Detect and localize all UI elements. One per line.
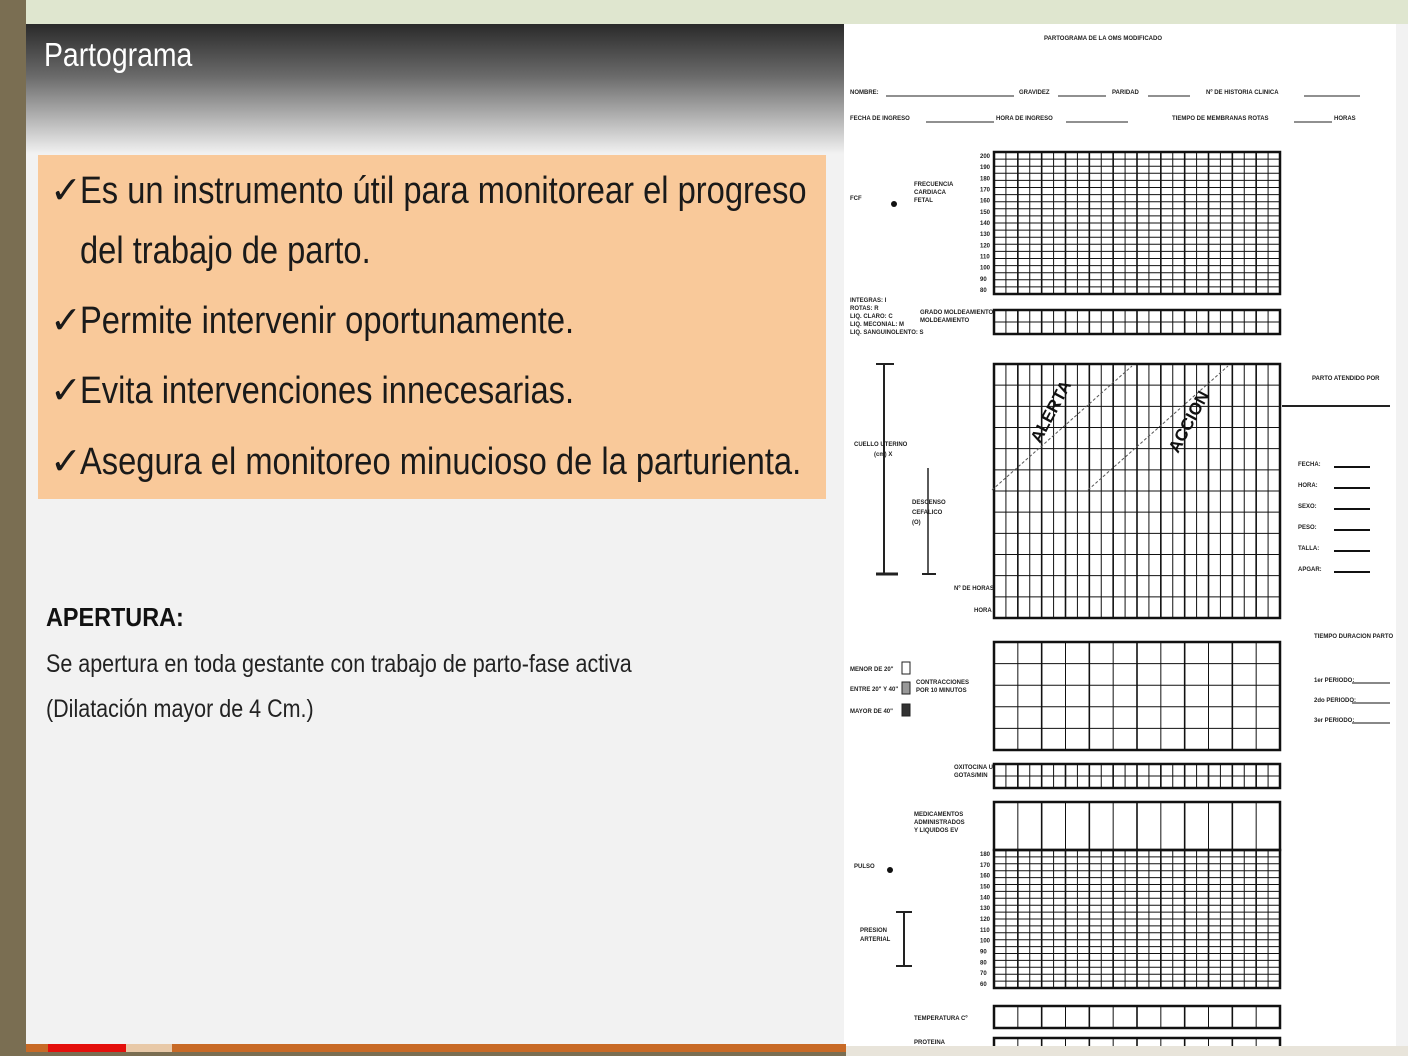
bottom-frame-strip (846, 1046, 1408, 1056)
parto-field-label: APGAR: (1298, 567, 1322, 573)
axis-tick-label: 170 (980, 187, 991, 194)
fcf-grid (994, 152, 1280, 294)
axis-tick-label: 140 (980, 895, 991, 902)
axis-tick-label: 130 (980, 906, 991, 913)
legend-swatch (902, 662, 910, 674)
contracciones-range: ENTRE 20" Y 40" (850, 687, 899, 693)
pulso-label: PULSO (854, 864, 875, 870)
membranas-label: LIQ. SANGUINOLENTO: S (850, 330, 924, 336)
apertura-heading: APERTURA: (46, 602, 184, 632)
descenso-label: DESCENSO (912, 500, 946, 506)
checkmark-icon: ✓ (50, 300, 82, 342)
cuello-label: (cm) X (874, 452, 893, 458)
axis-tick-label: 150 (980, 209, 991, 216)
bullet-text: Asegura el monitoreo minucioso de la parturienta. (80, 441, 802, 483)
axis-tick-label: 180 (980, 176, 991, 183)
periodo-label: 2do PERIODO: (1314, 698, 1357, 704)
fcf-dot-icon (891, 201, 897, 207)
accion-label: ACCION (1164, 387, 1214, 456)
descenso-label: (O) (912, 520, 921, 526)
axis-tick-label: 80 (980, 288, 987, 294)
bullet-text: del trabajo de parto. (80, 230, 371, 272)
axis-tick-label: 160 (980, 198, 991, 205)
axis-tick-label: 90 (980, 276, 987, 283)
presion-label: PRESION (860, 928, 888, 934)
checkmark-icon: ✓ (50, 441, 82, 483)
form-field-label: HORA DE INGRESO (996, 116, 1053, 122)
moldeamiento-label: GRADO MOLDEAMIENTO (920, 310, 994, 316)
fcf-desc: CARDIACA (914, 190, 946, 196)
form-field-label: TIEMPO DE MEMBRANAS ROTAS (1172, 116, 1269, 122)
hora-label: HORA (974, 608, 992, 614)
partograma-form (844, 24, 1396, 1046)
bullet-box (38, 155, 826, 499)
video-player[interactable] (26, 24, 1408, 1046)
legend-swatch (902, 704, 910, 716)
axis-tick-label: 70 (980, 971, 987, 978)
checkmark-icon: ✓ (50, 170, 82, 212)
membranas-label: LIQ. MECONIAL: M (850, 322, 904, 328)
parto-fields (1298, 462, 1370, 573)
axis-tick-label: 110 (980, 927, 990, 934)
contracciones-range: MENOR DE 20" (850, 667, 894, 673)
axis-tick-label: 170 (980, 862, 991, 869)
legend-swatch (902, 682, 910, 694)
oxitocina-label: OXITOCINA U (954, 765, 994, 771)
alerta-label: ALERTA (1026, 377, 1076, 446)
periodo-label: 3er PERIODO: (1314, 718, 1355, 724)
form-title: PARTOGRAMA DE LA OMS MODIFICADO (1044, 36, 1162, 42)
axis-tick-label: 90 (980, 949, 987, 956)
moldeamiento-label: MOLDEAMIENTO (920, 318, 970, 324)
fcf-desc: FETAL (914, 198, 933, 204)
axis-tick-label: 60 (980, 982, 987, 988)
parto-field-label: PESO: (1298, 525, 1317, 531)
top-frame-strip (26, 0, 1408, 24)
oxitocina-label: GOTAS/MIN (954, 773, 988, 779)
video-title[interactable]: Partograma (44, 36, 193, 73)
axis-tick-label: 120 (980, 917, 991, 923)
membranas-label: ROTAS: R (850, 306, 879, 312)
periodo-label: 1er PERIODO: (1314, 678, 1355, 684)
fcf-desc: FRECUENCIA (914, 182, 954, 188)
form-field-label: Nº DE HISTORIA CLINICA (1206, 90, 1279, 96)
partograma-svg (844, 24, 1396, 1046)
fcf-label: FCF (850, 196, 862, 202)
form-field-label: PARIDAD (1112, 90, 1139, 96)
parto-field-label: TALLA: (1298, 546, 1320, 552)
pulso-dot-icon (887, 867, 893, 873)
share-arrow-icon[interactable] (1352, 40, 1390, 80)
parto-field-label: FECHA: (1298, 462, 1321, 468)
form-field-label: HORAS (1334, 116, 1356, 122)
bullet-text: Evita intervenciones innecesarias. (80, 370, 575, 412)
form-field-label: GRAVIDEZ (1019, 90, 1050, 96)
protein-grid (994, 1038, 1280, 1046)
contractions-grid (994, 642, 1280, 750)
apertura-line: (Dilatación mayor de 4 Cm.) (46, 695, 314, 723)
proteina-label: PROTEINA (914, 1040, 946, 1046)
bullet-text: Permite intervenir oportunamente. (80, 300, 575, 342)
pulse-axis-ticks (980, 852, 991, 988)
membranas-label: INTEGRAS: I (850, 298, 887, 304)
contracciones-label: CONTRACCIONES (916, 680, 970, 686)
medicamentos-label: MEDICAMENTOS (914, 812, 964, 818)
duracion-label: TIEMPO DURACION PARTO (1314, 634, 1394, 640)
fcf-axis-ticks (980, 154, 991, 294)
progress-buffered (122, 1044, 172, 1052)
bullet-text: Es un instrumento útil para monitorear el progreso (80, 170, 807, 212)
parto-atendido-label: PARTO ATENDIDO POR (1312, 376, 1380, 382)
contracciones-range: MAYOR DE 40" (850, 709, 893, 715)
membranas-label: LIQ. CLARO: C (850, 314, 893, 320)
parto-field-label: SEXO: (1298, 504, 1317, 510)
axis-tick-label: 100 (980, 265, 991, 272)
form-field-label: NOMBRE: (850, 90, 879, 96)
form-field-label: FECHA DE INGRESO (850, 116, 910, 122)
liquid-grid (994, 310, 1280, 334)
cuello-label: CUELLO UTERINO (854, 442, 908, 448)
checkmark-icon: ✓ (50, 370, 82, 412)
axis-tick-label: 80 (980, 960, 987, 967)
parto-field-label: HORA: (1298, 483, 1318, 489)
descenso-label: CEFALICO (912, 510, 943, 516)
medication-grid (994, 802, 1280, 850)
pulse-grid (994, 850, 1280, 988)
axis-tick-label: 180 (980, 852, 991, 858)
axis-tick-label: 130 (980, 232, 991, 239)
oxytocin-grid (994, 764, 1280, 788)
axis-tick-label: 160 (980, 873, 991, 880)
axis-tick-label: 150 (980, 884, 991, 891)
progress-played[interactable] (48, 1044, 126, 1052)
dilation-grid (994, 364, 1280, 618)
temperature-grid (994, 1006, 1280, 1028)
medicamentos-label: ADMINISTRADOS (914, 820, 965, 826)
periodos-fields (1314, 678, 1390, 724)
contracciones-label: POR 10 MINUTOS (916, 688, 967, 694)
axis-tick-label: 120 (980, 243, 991, 250)
axis-tick-label: 100 (980, 938, 991, 945)
medicamentos-label: Y LIQUIDOS EV (914, 828, 959, 834)
temperatura-label: TEMPERATURA Cº (914, 1016, 968, 1022)
left-frame-rail (0, 0, 26, 1056)
axis-tick-label: 140 (980, 221, 991, 227)
axis-tick-label: 190 (980, 165, 991, 172)
apertura-line: Se apertura en toda gestante con trabajo de parto-fase activa (46, 650, 632, 678)
axis-tick-label: 110 (980, 254, 990, 261)
presion-label: ARTERIAL (860, 937, 891, 943)
horas-label: Nº DE HORAS (954, 586, 994, 592)
axis-tick-label: 200 (980, 154, 991, 160)
